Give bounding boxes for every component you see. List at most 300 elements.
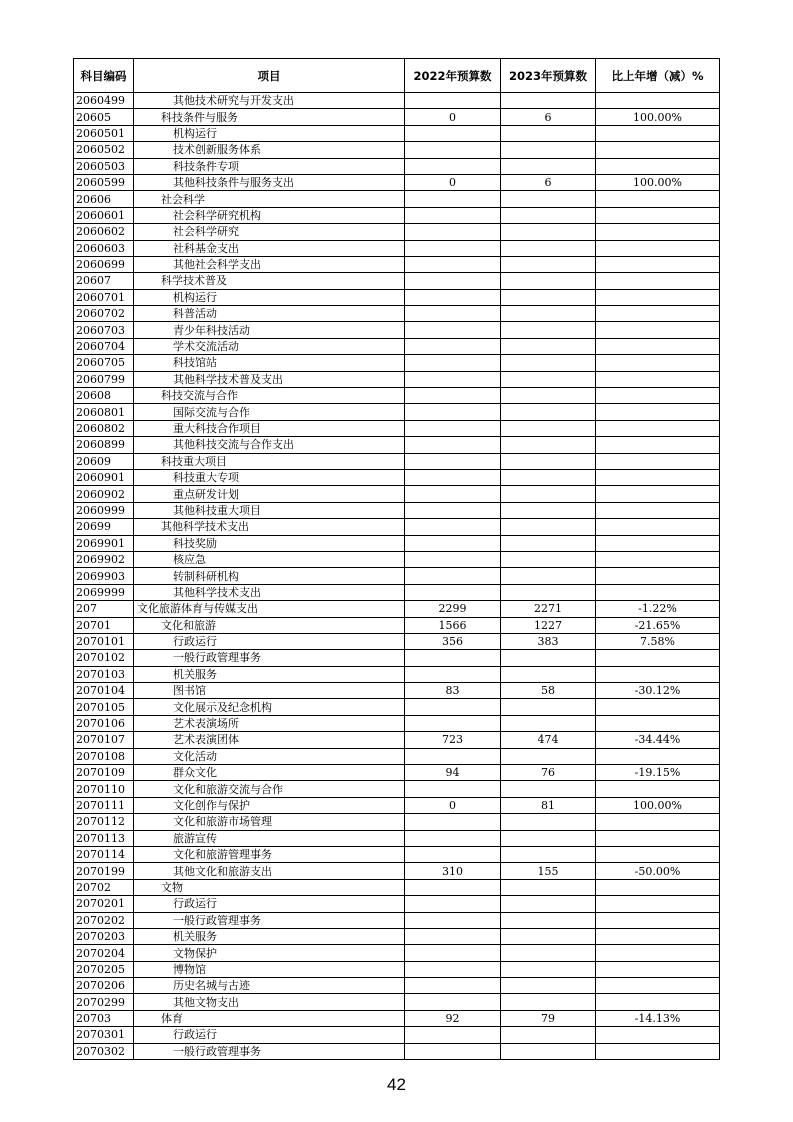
cell-2022-budget (405, 469, 501, 485)
cell-2023-budget (501, 404, 596, 420)
cell-2023-budget: 81 (501, 797, 596, 813)
cell-change-percent (596, 928, 720, 944)
table-body (74, 93, 720, 1060)
cell-2022-budget (405, 928, 501, 944)
cell-change-percent: -21.65% (596, 617, 720, 633)
cell-name: 艺术表演场所 (134, 715, 405, 731)
cell-2022-budget: 723 (405, 732, 501, 748)
cell-2022-budget (405, 158, 501, 174)
cell-2022-budget (405, 1027, 501, 1043)
table-row (74, 388, 720, 404)
cell-change-percent (596, 338, 720, 354)
table-row (74, 1027, 720, 1043)
cell-code: 2060502 (74, 142, 134, 158)
cell-change-percent: -30.12% (596, 683, 720, 699)
cell-change-percent (596, 486, 720, 502)
table-row (74, 191, 720, 207)
cell-change-percent (596, 814, 720, 830)
cell-2022-budget (405, 142, 501, 158)
table-row (74, 125, 720, 141)
table-row (74, 1010, 720, 1026)
cell-change-percent (596, 191, 720, 207)
table-header (74, 59, 720, 93)
cell-name: 行政运行 (134, 1027, 405, 1043)
cell-2023-budget (501, 978, 596, 994)
cell-code: 2060602 (74, 224, 134, 240)
cell-change-percent (596, 945, 720, 961)
cell-2023-budget (501, 469, 596, 485)
cell-2022-budget (405, 437, 501, 453)
cell-name: 其他文化和旅游支出 (134, 863, 405, 879)
cell-code: 20608 (74, 388, 134, 404)
cell-2023-budget (501, 715, 596, 731)
table-row (74, 469, 720, 485)
cell-change-percent (596, 748, 720, 764)
cell-name: 文化创作与保护 (134, 797, 405, 813)
cell-code: 2060705 (74, 355, 134, 371)
cell-code: 2060902 (74, 486, 134, 502)
cell-2023-budget: 6 (501, 174, 596, 190)
cell-change-percent (596, 207, 720, 223)
cell-change-percent (596, 994, 720, 1010)
cell-2022-budget (405, 699, 501, 715)
cell-name: 其他科技交流与合作支出 (134, 437, 405, 453)
cell-change-percent: 100.00% (596, 109, 720, 125)
cell-2022-budget: 2299 (405, 601, 501, 617)
cell-name: 图书馆 (134, 683, 405, 699)
table-row (74, 93, 720, 109)
cell-2022-budget (405, 781, 501, 797)
cell-name: 其他技术研究与开发支出 (134, 93, 405, 109)
cell-2023-budget (501, 273, 596, 289)
cell-code: 2070206 (74, 978, 134, 994)
cell-code: 2069903 (74, 568, 134, 584)
cell-change-percent (596, 879, 720, 895)
cell-2022-budget (405, 879, 501, 895)
cell-change-percent (596, 371, 720, 387)
cell-change-percent (596, 404, 720, 420)
table-row (74, 142, 720, 158)
cell-code: 2060802 (74, 420, 134, 436)
cell-2022-budget (405, 486, 501, 502)
cell-name: 转制科研机构 (134, 568, 405, 584)
cell-name: 其他文物支出 (134, 994, 405, 1010)
cell-change-percent (596, 453, 720, 469)
table-row (74, 830, 720, 846)
cell-2022-budget (405, 256, 501, 272)
cell-code: 20703 (74, 1010, 134, 1026)
table-row (74, 420, 720, 436)
header-row (74, 59, 720, 93)
cell-2023-budget (501, 322, 596, 338)
table-row (74, 256, 720, 272)
cell-name: 技术创新服务体系 (134, 142, 405, 158)
table-row (74, 912, 720, 928)
cell-2022-budget (405, 191, 501, 207)
cell-code: 2060603 (74, 240, 134, 256)
cell-2022-budget: 310 (405, 863, 501, 879)
cell-2023-budget: 383 (501, 633, 596, 649)
cell-name: 重点研发计划 (134, 486, 405, 502)
table-row (74, 994, 720, 1010)
cell-change-percent (596, 830, 720, 846)
cell-name: 科技条件专项 (134, 158, 405, 174)
cell-code: 2060701 (74, 289, 134, 305)
cell-2023-budget: 155 (501, 863, 596, 879)
cell-2023-budget: 79 (501, 1010, 596, 1026)
cell-2022-budget (405, 912, 501, 928)
cell-2023-budget (501, 191, 596, 207)
cell-name: 艺术表演团体 (134, 732, 405, 748)
cell-2022-budget (405, 666, 501, 682)
cell-change-percent (596, 388, 720, 404)
cell-2023-budget (501, 912, 596, 928)
cell-change-percent (596, 650, 720, 666)
cell-2023-budget (501, 584, 596, 600)
cell-2023-budget (501, 93, 596, 109)
cell-2023-budget (501, 355, 596, 371)
cell-2023-budget (501, 420, 596, 436)
table-row (74, 683, 720, 699)
cell-2022-budget (405, 322, 501, 338)
cell-code: 2070105 (74, 699, 134, 715)
cell-name: 博物馆 (134, 961, 405, 977)
cell-2023-budget (501, 125, 596, 141)
cell-2022-budget: 1566 (405, 617, 501, 633)
cell-code: 2070104 (74, 683, 134, 699)
cell-name: 科技奖励 (134, 535, 405, 551)
cell-2023-budget (501, 568, 596, 584)
cell-change-percent (596, 699, 720, 715)
cell-2022-budget (405, 404, 501, 420)
cell-name: 文物保护 (134, 945, 405, 961)
budget-table (73, 58, 720, 1060)
table-row (74, 633, 720, 649)
cell-code: 2070301 (74, 1027, 134, 1043)
cell-name: 文化展示及纪念机构 (134, 699, 405, 715)
table-row (74, 896, 720, 912)
cell-change-percent (596, 142, 720, 158)
cell-name: 机关服务 (134, 928, 405, 944)
cell-name: 科技重大项目 (134, 453, 405, 469)
cell-2023-budget (501, 666, 596, 682)
cell-name: 行政运行 (134, 896, 405, 912)
cell-2023-budget (501, 338, 596, 354)
table-row (74, 568, 720, 584)
cell-2022-budget (405, 224, 501, 240)
table-row (74, 1043, 720, 1059)
cell-2022-budget (405, 994, 501, 1010)
cell-name: 其他科技条件与服务支出 (134, 174, 405, 190)
table-row (74, 371, 720, 387)
table-row (74, 207, 720, 223)
cell-code: 20607 (74, 273, 134, 289)
cell-code: 2070108 (74, 748, 134, 764)
cell-2022-budget (405, 846, 501, 862)
cell-change-percent (596, 322, 720, 338)
cell-2023-budget: 2271 (501, 601, 596, 617)
cell-2022-budget: 0 (405, 109, 501, 125)
cell-2022-budget (405, 371, 501, 387)
cell-name: 科技重大专项 (134, 469, 405, 485)
cell-2022-budget (405, 338, 501, 354)
table-row (74, 814, 720, 830)
cell-change-percent: 100.00% (596, 174, 720, 190)
cell-2022-budget (405, 420, 501, 436)
cell-name: 行政运行 (134, 633, 405, 649)
cell-name: 学术交流活动 (134, 338, 405, 354)
cell-name: 机构运行 (134, 125, 405, 141)
cell-2022-budget (405, 453, 501, 469)
cell-code: 2070302 (74, 1043, 134, 1059)
table-row (74, 519, 720, 535)
cell-2023-budget (501, 535, 596, 551)
table-row (74, 338, 720, 354)
cell-code: 2070102 (74, 650, 134, 666)
cell-2023-budget (501, 502, 596, 518)
cell-name: 体育 (134, 1010, 405, 1026)
cell-name: 一般行政管理事务 (134, 650, 405, 666)
table-row (74, 453, 720, 469)
cell-2022-budget (405, 568, 501, 584)
cell-code: 2070205 (74, 961, 134, 977)
cell-change-percent (596, 666, 720, 682)
cell-2023-budget (501, 388, 596, 404)
table-row (74, 158, 720, 174)
cell-2022-budget (405, 715, 501, 731)
cell-code: 2060704 (74, 338, 134, 354)
cell-change-percent (596, 568, 720, 584)
cell-name: 文化和旅游市场管理 (134, 814, 405, 830)
cell-name: 机关服务 (134, 666, 405, 682)
cell-change-percent (596, 912, 720, 928)
cell-2023-budget (501, 961, 596, 977)
cell-change-percent (596, 273, 720, 289)
header-name: 项目 (134, 59, 405, 93)
table-row (74, 978, 720, 994)
cell-2022-budget (405, 896, 501, 912)
cell-change-percent (596, 1027, 720, 1043)
cell-code: 20701 (74, 617, 134, 633)
cell-change-percent (596, 306, 720, 322)
cell-code: 2070110 (74, 781, 134, 797)
table-row (74, 650, 720, 666)
cell-2022-budget: 83 (405, 683, 501, 699)
cell-2023-budget (501, 896, 596, 912)
cell-2022-budget (405, 584, 501, 600)
cell-2022-budget (405, 502, 501, 518)
cell-change-percent (596, 158, 720, 174)
cell-2023-budget (501, 994, 596, 1010)
table-row (74, 306, 720, 322)
cell-name: 文物 (134, 879, 405, 895)
table-row (74, 109, 720, 125)
cell-change-percent (596, 715, 720, 731)
cell-name: 国际交流与合作 (134, 404, 405, 420)
cell-2022-budget (405, 945, 501, 961)
cell-2023-budget: 76 (501, 765, 596, 781)
cell-2022-budget (405, 93, 501, 109)
table-row (74, 732, 720, 748)
cell-2023-budget (501, 699, 596, 715)
cell-code: 2060599 (74, 174, 134, 190)
cell-change-percent (596, 535, 720, 551)
cell-2023-budget: 58 (501, 683, 596, 699)
header-change-percent: 比上年增（减）% (596, 59, 720, 93)
table-row (74, 945, 720, 961)
cell-code: 2060601 (74, 207, 134, 223)
table-row (74, 797, 720, 813)
table-row (74, 404, 720, 420)
page-number: 42 (387, 1075, 406, 1094)
cell-2022-budget (405, 519, 501, 535)
table-row (74, 355, 720, 371)
cell-2023-budget (501, 551, 596, 567)
cell-name: 文化和旅游管理事务 (134, 846, 405, 862)
cell-code: 2060501 (74, 125, 134, 141)
cell-code: 2070204 (74, 945, 134, 961)
cell-name: 青少年科技活动 (134, 322, 405, 338)
cell-change-percent (596, 256, 720, 272)
cell-code: 2070299 (74, 994, 134, 1010)
cell-change-percent (596, 289, 720, 305)
cell-name: 文化活动 (134, 748, 405, 764)
table-row (74, 535, 720, 551)
cell-change-percent (596, 502, 720, 518)
table-row (74, 748, 720, 764)
table-row (74, 273, 720, 289)
cell-name: 其他科学技术普及支出 (134, 371, 405, 387)
cell-code: 2060999 (74, 502, 134, 518)
cell-2022-budget: 0 (405, 797, 501, 813)
cell-name: 历史名城与古迹 (134, 978, 405, 994)
cell-code: 20609 (74, 453, 134, 469)
cell-2022-budget (405, 289, 501, 305)
cell-code: 2070101 (74, 633, 134, 649)
cell-change-percent (596, 437, 720, 453)
cell-name: 社会科学研究 (134, 224, 405, 240)
cell-code: 2070201 (74, 896, 134, 912)
cell-code: 2070109 (74, 765, 134, 781)
cell-2023-budget (501, 748, 596, 764)
table-row (74, 174, 720, 190)
table-row (74, 601, 720, 617)
table-row (74, 715, 720, 731)
cell-change-percent (596, 469, 720, 485)
cell-code: 2060799 (74, 371, 134, 387)
cell-2023-budget (501, 437, 596, 453)
cell-change-percent (596, 355, 720, 371)
cell-code: 2070112 (74, 814, 134, 830)
cell-2023-budget (501, 256, 596, 272)
cell-2023-budget (501, 371, 596, 387)
cell-2023-budget (501, 846, 596, 862)
cell-2023-budget (501, 486, 596, 502)
cell-change-percent (596, 781, 720, 797)
cell-name: 一般行政管理事务 (134, 912, 405, 928)
cell-2022-budget: 356 (405, 633, 501, 649)
cell-code: 2069902 (74, 551, 134, 567)
cell-2023-budget (501, 289, 596, 305)
cell-code: 2069999 (74, 584, 134, 600)
cell-change-percent (596, 1043, 720, 1059)
cell-name: 文化和旅游交流与合作 (134, 781, 405, 797)
cell-2023-budget: 1227 (501, 617, 596, 633)
cell-change-percent (596, 519, 720, 535)
cell-code: 2070199 (74, 863, 134, 879)
cell-code: 2070113 (74, 830, 134, 846)
table-row (74, 781, 720, 797)
cell-code: 2070103 (74, 666, 134, 682)
cell-name: 重大科技合作项目 (134, 420, 405, 436)
cell-change-percent: -50.00% (596, 863, 720, 879)
cell-name: 文化和旅游 (134, 617, 405, 633)
table-row (74, 846, 720, 862)
cell-2023-budget (501, 142, 596, 158)
table-row (74, 322, 720, 338)
cell-change-percent (596, 896, 720, 912)
cell-code: 2069901 (74, 535, 134, 551)
table-row (74, 584, 720, 600)
cell-code: 20605 (74, 109, 134, 125)
cell-code: 2060499 (74, 93, 134, 109)
cell-2022-budget (405, 207, 501, 223)
cell-code: 2060699 (74, 256, 134, 272)
cell-code: 2060801 (74, 404, 134, 420)
cell-change-percent (596, 551, 720, 567)
cell-name: 科技馆站 (134, 355, 405, 371)
table-row (74, 289, 720, 305)
cell-2023-budget (501, 519, 596, 535)
cell-code: 2070107 (74, 732, 134, 748)
cell-2023-budget (501, 928, 596, 944)
table-row (74, 437, 720, 453)
cell-name: 群众文化 (134, 765, 405, 781)
cell-2023-budget: 474 (501, 732, 596, 748)
table-row (74, 240, 720, 256)
cell-name: 其他社会科学支出 (134, 256, 405, 272)
cell-name: 社科基金支出 (134, 240, 405, 256)
cell-2022-budget: 0 (405, 174, 501, 190)
cell-name: 机构运行 (134, 289, 405, 305)
cell-change-percent (596, 978, 720, 994)
table-row (74, 666, 720, 682)
cell-change-percent: -1.22% (596, 601, 720, 617)
cell-change-percent (596, 240, 720, 256)
cell-code: 2070111 (74, 797, 134, 813)
cell-name: 其他科技重大项目 (134, 502, 405, 518)
table-row (74, 617, 720, 633)
cell-2023-budget (501, 306, 596, 322)
cell-name: 其他科学技术支出 (134, 519, 405, 535)
cell-2022-budget (405, 535, 501, 551)
cell-2022-budget (405, 125, 501, 141)
cell-code: 20702 (74, 879, 134, 895)
cell-2023-budget: 6 (501, 109, 596, 125)
cell-code: 207 (74, 601, 134, 617)
cell-2022-budget (405, 551, 501, 567)
cell-change-percent (596, 125, 720, 141)
cell-code: 2060503 (74, 158, 134, 174)
cell-code: 2060901 (74, 469, 134, 485)
table-row (74, 502, 720, 518)
cell-change-percent (596, 584, 720, 600)
table-row (74, 863, 720, 879)
cell-change-percent: -19.15% (596, 765, 720, 781)
cell-change-percent: -14.13% (596, 1010, 720, 1026)
cell-code: 2060702 (74, 306, 134, 322)
cell-change-percent (596, 846, 720, 862)
